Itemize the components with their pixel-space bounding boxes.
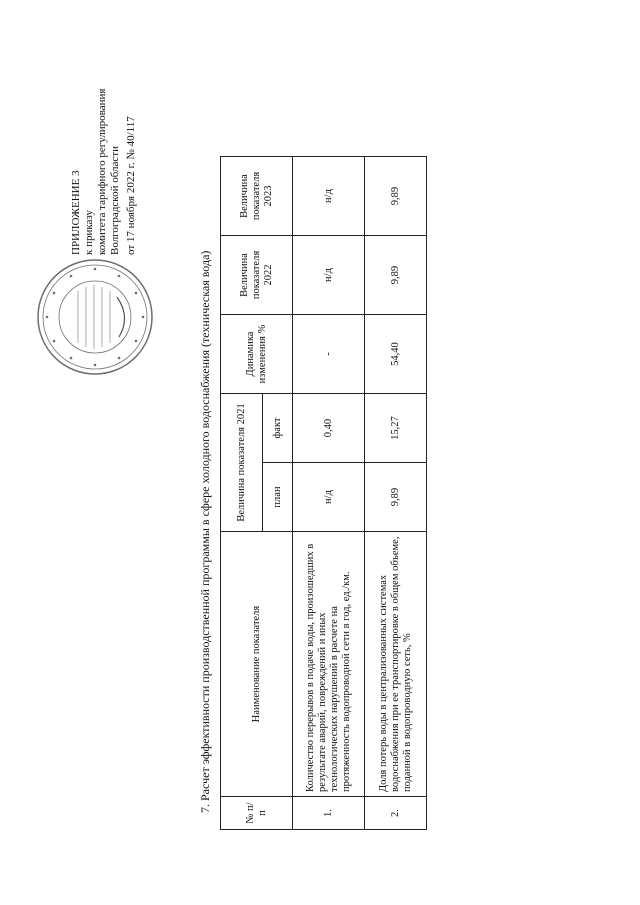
row-value-2022: 9,89 xyxy=(365,236,427,315)
official-seal-icon xyxy=(35,257,155,377)
appendix-label: ПРИЛОЖЕНИЕ 3 xyxy=(70,170,82,255)
order-ref: к приказу xyxy=(83,209,95,255)
row-name: Количество перерывов в подаче воды, произошедших в результате аварий, повреждений и иных технологических нарушений в расчете на протяженность водопроводной сети в год, ед./км. xyxy=(293,532,365,797)
row-value-2023: н/д xyxy=(293,157,365,236)
header-dynamics: Динамика изменения % xyxy=(221,315,293,394)
row-value-2022: н/д xyxy=(293,236,365,315)
header-num: № п/п xyxy=(221,797,293,830)
year-suffix: г. xyxy=(125,162,137,169)
approval-block xyxy=(70,15,138,255)
table-row xyxy=(293,157,365,830)
row-value-2023: 9,89 xyxy=(365,157,427,236)
row-plan: н/д xyxy=(293,463,365,532)
header-value-2021: Величина показателя 2021 xyxy=(221,394,263,532)
row-dynamics: 54,40 xyxy=(365,315,427,394)
row-fact: 15,27 xyxy=(365,394,427,463)
header-plan: план xyxy=(263,463,293,532)
row-dynamics: - xyxy=(293,315,365,394)
committee-name: комитета тарифного регулирования xyxy=(96,88,108,255)
efficiency-table xyxy=(220,156,427,830)
header-value-2022: Величина показателя 2022 xyxy=(221,236,293,315)
row-name: Доля потерь воды в централизованных системах водоснабжения при ее транспортировке в общем объеме, поданной в водопроводную сеть, % xyxy=(365,532,427,797)
table-title: 7. Расчет эффективности производственной программы в сфере холодного водоснабжения (техническая вода) xyxy=(198,250,212,813)
table-header-row xyxy=(221,157,263,830)
row-plan: 9,89 xyxy=(365,463,427,532)
row-fact: 0,40 xyxy=(293,394,365,463)
header-fact: факт xyxy=(263,394,293,463)
header-name: Наименование показателя xyxy=(221,532,293,797)
header-value-2023: Величина показателя 2023 xyxy=(221,157,293,236)
table-row xyxy=(365,157,427,830)
order-date-number xyxy=(125,15,138,255)
order-number: № 40/117 xyxy=(125,116,137,160)
row-num: 2. xyxy=(365,797,427,830)
order-date: 17 ноября 2022 xyxy=(125,171,137,243)
row-num: 1. xyxy=(293,797,365,830)
date-prefix: от xyxy=(125,244,137,255)
region-name: Волгоградской области xyxy=(109,146,121,255)
